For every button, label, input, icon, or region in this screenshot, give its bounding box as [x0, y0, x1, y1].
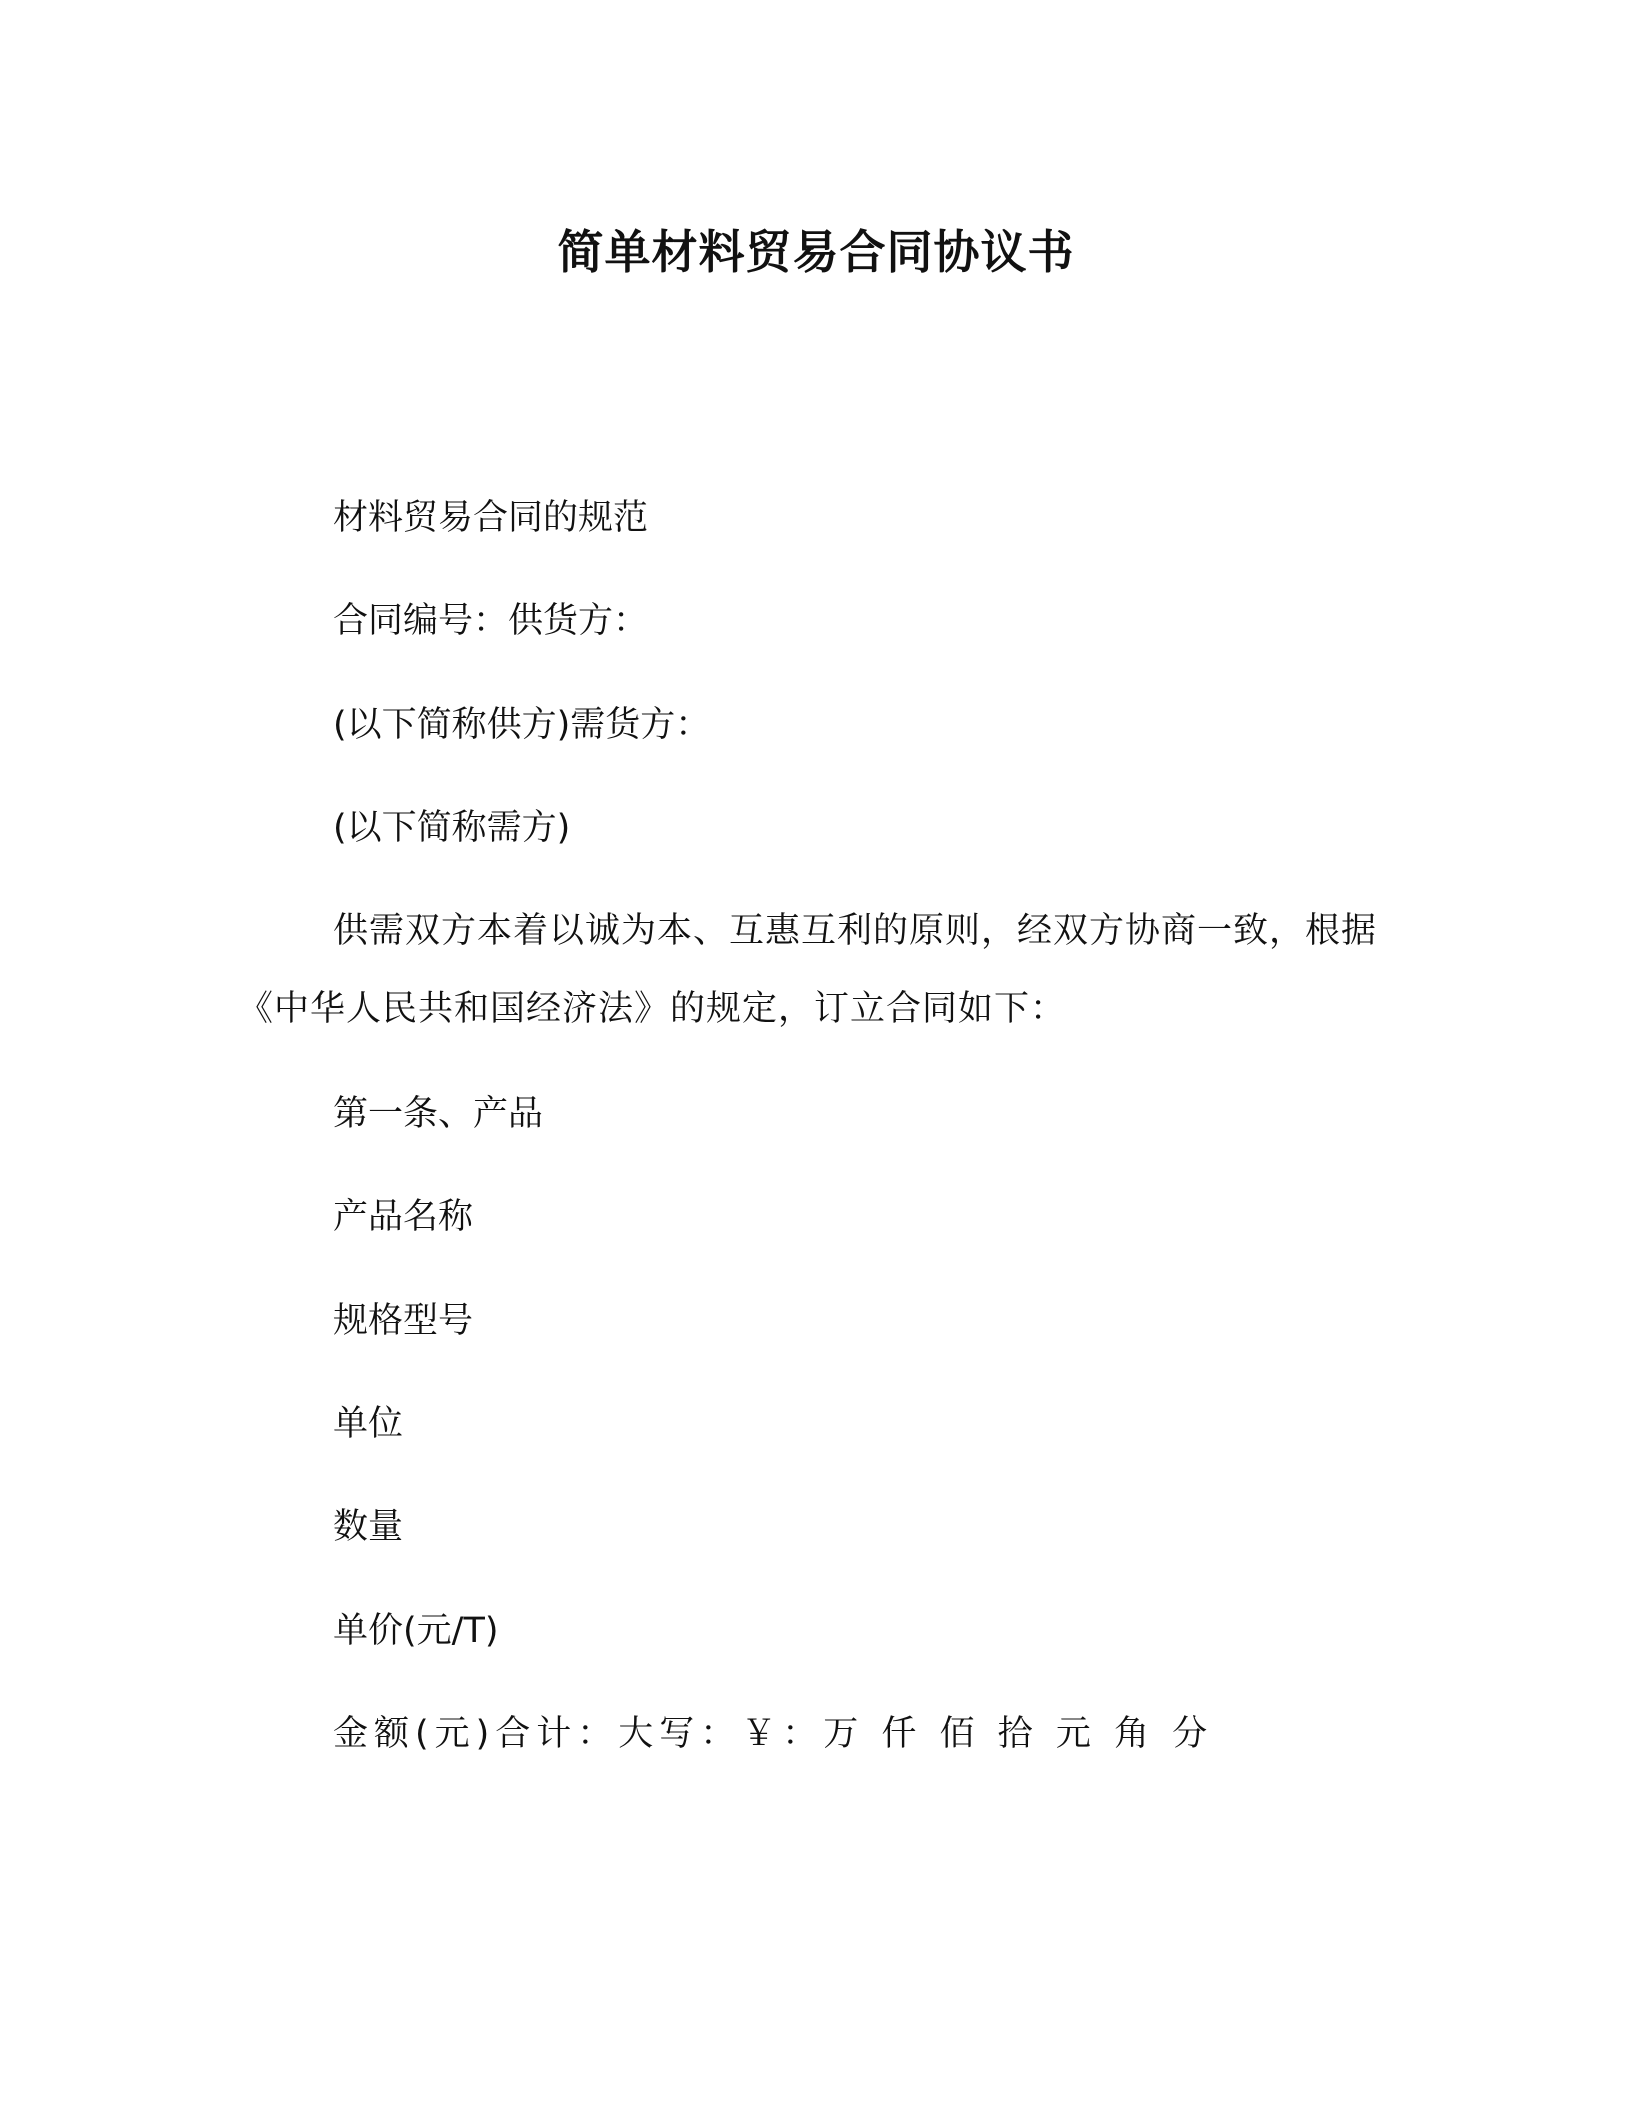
article-one-heading: 第一条、产品 [333, 1094, 544, 1134]
buyer-abbreviation-line: (以下简称需方) [333, 808, 571, 848]
amount-total-line: 金额(元)合计：大写：￥：万 仟 佰 拾 元 角 分 [333, 1714, 1214, 1754]
contract-number-line: 合同编号：供货方： [333, 601, 649, 641]
quantity-label: 数量 [333, 1507, 404, 1547]
supplier-abbreviation-line: (以下简称供方)需货方： [333, 705, 711, 745]
page-title: 简单材料贸易合同协议书 [557, 225, 1075, 279]
product-name-label: 产品名称 [333, 1197, 474, 1237]
intro-paragraph: 供需双方本着以诚为本、互惠互利的原则，经双方协商一致，根据《中华人民共和国经济法》的规定，订立合同如下： [238, 911, 1378, 1029]
section-heading: 材料贸易合同的规范 [333, 498, 649, 538]
unit-label: 单位 [333, 1404, 404, 1444]
unit-price-label: 单价(元/T) [333, 1611, 499, 1651]
spec-model-label: 规格型号 [333, 1301, 474, 1341]
